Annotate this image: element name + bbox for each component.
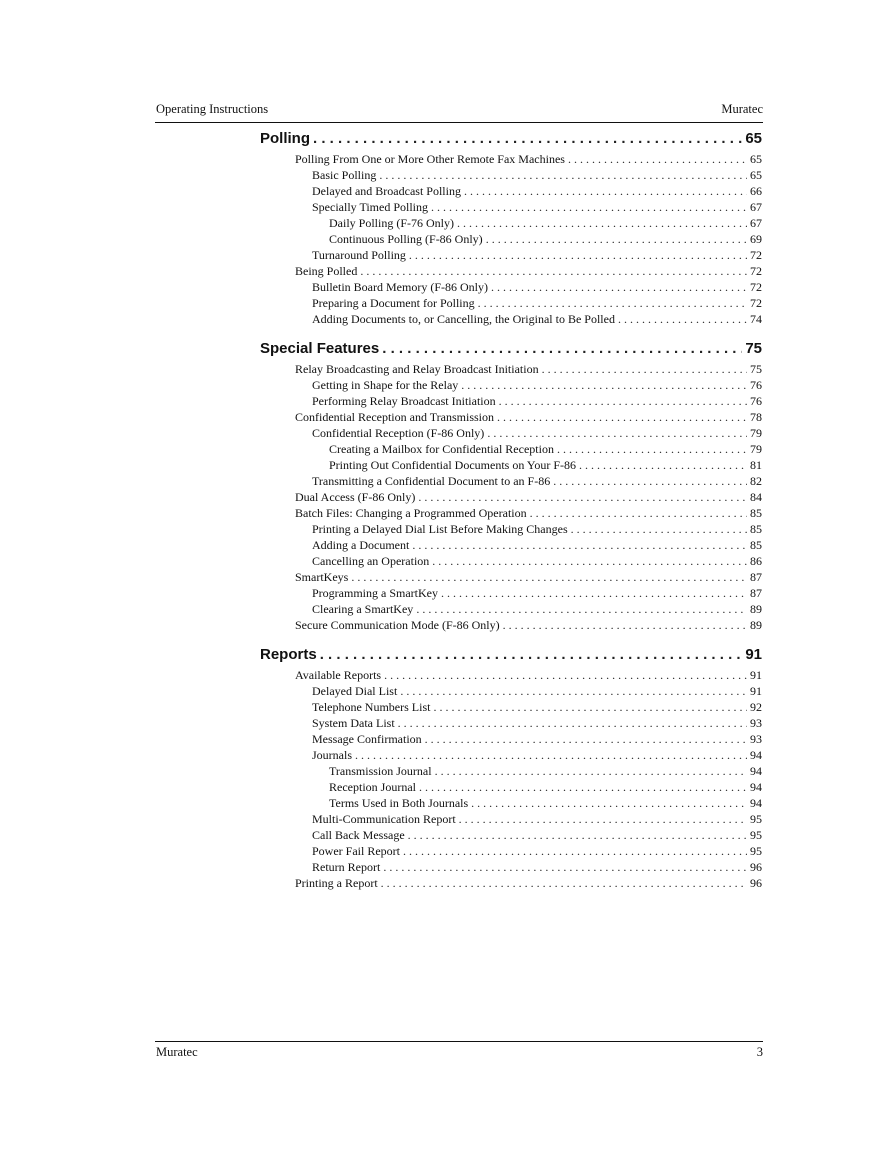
toc-page-number: 85 bbox=[750, 522, 762, 536]
toc-leader-dots bbox=[400, 684, 747, 699]
toc-leader-dots bbox=[425, 732, 747, 747]
toc-leader-dots bbox=[464, 184, 747, 199]
toc-page-number: 95 bbox=[750, 828, 762, 842]
toc-entry bbox=[312, 700, 762, 717]
toc-entry bbox=[312, 732, 762, 749]
toc-entry bbox=[312, 812, 762, 829]
toc-entry bbox=[329, 764, 762, 781]
toc-title: Secure Communication Mode (F-86 Only) bbox=[295, 618, 500, 632]
toc-entry bbox=[312, 296, 762, 313]
toc-leader-dots bbox=[459, 812, 747, 827]
toc-entry bbox=[312, 554, 762, 571]
toc-leader-dots bbox=[433, 700, 747, 715]
toc-page-number: 87 bbox=[750, 570, 762, 584]
toc-page-number: 91 bbox=[750, 668, 762, 682]
toc-page-number: 95 bbox=[750, 812, 762, 826]
toc-title: Special Features bbox=[260, 340, 380, 357]
toc-leader-dots bbox=[553, 474, 747, 489]
toc-leader-dots bbox=[542, 362, 747, 377]
toc-leader-dots bbox=[491, 280, 747, 295]
toc-title: Return Report bbox=[312, 860, 381, 874]
toc-page-number: 65 bbox=[745, 130, 762, 147]
toc-leader-dots bbox=[383, 860, 747, 875]
toc-leader-dots bbox=[412, 538, 747, 553]
toc-leader-dots bbox=[568, 152, 747, 167]
toc-page-number: 72 bbox=[750, 280, 762, 294]
toc-title: Being Polled bbox=[295, 264, 358, 278]
toc-title: Call Back Message bbox=[312, 828, 405, 842]
toc-page-number: 75 bbox=[750, 362, 762, 376]
toc-title: Batch Files: Changing a Programmed Operation bbox=[295, 506, 527, 520]
toc-entry bbox=[329, 780, 762, 797]
toc-title: Multi-Communication Report bbox=[312, 812, 456, 826]
toc-page-number: 92 bbox=[750, 700, 762, 714]
toc-entry bbox=[312, 378, 762, 395]
toc-leader-dots bbox=[360, 264, 747, 279]
toc-page-number: 89 bbox=[750, 618, 762, 632]
toc-page-number: 94 bbox=[750, 748, 762, 762]
toc-entry bbox=[329, 232, 762, 249]
toc-leader-dots bbox=[461, 378, 747, 393]
toc-title: Polling From One or More Other Remote Fax Machines bbox=[295, 152, 565, 166]
toc-entry bbox=[312, 474, 762, 491]
toc-page-number: 74 bbox=[750, 312, 762, 326]
toc-leader-dots bbox=[409, 248, 747, 263]
toc-leader-dots bbox=[486, 232, 747, 247]
toc-title: Transmission Journal bbox=[329, 764, 432, 778]
page-footer-left: Muratec bbox=[156, 1045, 198, 1059]
toc-title: Adding Documents to, or Cancelling, the Original to Be Polled bbox=[312, 312, 615, 326]
toc-entry bbox=[312, 248, 762, 265]
toc-page-number: 91 bbox=[750, 684, 762, 698]
toc-page-number: 78 bbox=[750, 410, 762, 424]
toc-entry bbox=[295, 506, 762, 523]
toc-leader-dots bbox=[408, 828, 747, 843]
toc-entry bbox=[312, 844, 762, 861]
toc-entry bbox=[312, 200, 762, 217]
toc-entry bbox=[329, 458, 762, 475]
toc-title: Terms Used in Both Journals bbox=[329, 796, 469, 810]
toc-title: Preparing a Document for Polling bbox=[312, 296, 475, 310]
toc-page-number: 75 bbox=[745, 340, 762, 357]
toc-entry bbox=[312, 312, 762, 329]
toc-leader-dots bbox=[579, 458, 747, 473]
toc-entry bbox=[312, 748, 762, 765]
toc-leader-dots bbox=[487, 426, 747, 441]
toc-title: Performing Relay Broadcast Initiation bbox=[312, 394, 496, 408]
toc-entry bbox=[295, 410, 762, 427]
toc-leader-dots bbox=[478, 296, 747, 311]
toc-leader-dots bbox=[355, 748, 747, 763]
toc-page-number: 89 bbox=[750, 602, 762, 616]
toc-entry bbox=[312, 522, 762, 539]
toc-title: System Data List bbox=[312, 716, 395, 730]
toc-page-number: 87 bbox=[750, 586, 762, 600]
toc-entry bbox=[295, 668, 762, 685]
toc-page-number: 93 bbox=[750, 716, 762, 730]
toc-leader-dots bbox=[471, 796, 747, 811]
toc-leader-dots bbox=[571, 522, 747, 537]
toc-title: Power Fail Report bbox=[312, 844, 400, 858]
toc-entry bbox=[312, 586, 762, 603]
toc-entry bbox=[312, 426, 762, 443]
toc-leader-dots bbox=[418, 490, 747, 505]
toc-entry bbox=[329, 796, 762, 813]
toc-title: Turnaround Polling bbox=[312, 248, 406, 262]
toc-section bbox=[260, 340, 762, 360]
toc-leader-dots bbox=[431, 200, 747, 215]
toc-page-number: 85 bbox=[750, 506, 762, 520]
toc-title: Cancelling an Operation bbox=[312, 554, 430, 568]
toc-title: Delayed and Broadcast Polling bbox=[312, 184, 461, 198]
toc-leader-dots bbox=[435, 764, 747, 779]
toc-title: Printing a Report bbox=[295, 876, 378, 890]
toc-title: Adding a Document bbox=[312, 538, 410, 552]
page-number: 3 bbox=[756, 1045, 763, 1059]
toc-leader-dots bbox=[384, 668, 747, 683]
toc-title: Printing a Delayed Dial List Before Making Changes bbox=[312, 522, 568, 536]
toc-page-number: 65 bbox=[750, 152, 762, 166]
toc-title: Message Confirmation bbox=[312, 732, 422, 746]
toc-title: Delayed Dial List bbox=[312, 684, 398, 698]
toc-entry bbox=[312, 538, 762, 555]
toc-leader-dots bbox=[381, 876, 747, 891]
toc-title: Confidential Reception (F-86 Only) bbox=[312, 426, 485, 440]
toc-page-number: 67 bbox=[750, 216, 762, 230]
footer-rule bbox=[155, 1041, 763, 1042]
toc-title: Reports bbox=[260, 646, 317, 663]
toc-entry bbox=[295, 152, 762, 169]
toc-title: Confidential Reception and Transmission bbox=[295, 410, 494, 424]
page-header-left: Operating Instructions bbox=[156, 102, 269, 116]
toc-leader-dots bbox=[416, 602, 747, 617]
toc-page-number: 66 bbox=[750, 184, 762, 198]
toc-leader-dots bbox=[398, 716, 747, 731]
toc-page-number: 96 bbox=[750, 860, 762, 874]
toc-page-number: 72 bbox=[750, 264, 762, 278]
toc-entry bbox=[295, 264, 762, 281]
toc-entry bbox=[312, 394, 762, 411]
toc-leader-dots bbox=[503, 618, 747, 633]
toc-title: Dual Access (F-86 Only) bbox=[295, 490, 416, 504]
toc-leader-dots bbox=[530, 506, 747, 521]
toc-page-number: 69 bbox=[750, 232, 762, 246]
toc-page-number: 72 bbox=[750, 296, 762, 310]
toc-page-number: 72 bbox=[750, 248, 762, 262]
toc-title: Polling bbox=[260, 130, 310, 147]
toc-leader-dots bbox=[419, 780, 747, 795]
toc-title: Continuous Polling (F-86 Only) bbox=[329, 232, 483, 246]
toc-leader-dots bbox=[432, 554, 747, 569]
toc-page-number: 94 bbox=[750, 764, 762, 778]
toc-entry bbox=[295, 618, 762, 635]
toc-section bbox=[260, 130, 762, 150]
toc-entry bbox=[312, 860, 762, 877]
page-header-right: Muratec bbox=[721, 102, 763, 116]
toc-title: Transmitting a Confidential Document to an F-86 bbox=[312, 474, 551, 488]
toc-leader-dots bbox=[403, 844, 747, 859]
toc-title: Relay Broadcasting and Relay Broadcast Initiation bbox=[295, 362, 539, 376]
toc-entry bbox=[329, 442, 762, 459]
toc-title: Printing Out Confidential Documents on Your F-86 bbox=[329, 458, 577, 472]
toc-entry bbox=[312, 684, 762, 701]
toc-leader-dots bbox=[379, 168, 747, 183]
toc-page-number: 81 bbox=[750, 458, 762, 472]
toc-entry bbox=[295, 490, 762, 507]
toc-entry bbox=[329, 216, 762, 233]
toc-leader-dots bbox=[497, 410, 747, 425]
toc-leader-dots bbox=[313, 130, 742, 147]
toc-title: Reception Journal bbox=[329, 780, 416, 794]
toc-page-number: 85 bbox=[750, 538, 762, 552]
toc-title: Programming a SmartKey bbox=[312, 586, 438, 600]
toc-title: Clearing a SmartKey bbox=[312, 602, 414, 616]
toc-leader-dots bbox=[457, 216, 747, 231]
toc-page-number: 79 bbox=[750, 426, 762, 440]
toc-section bbox=[260, 646, 762, 666]
toc-page-number: 93 bbox=[750, 732, 762, 746]
toc-entry bbox=[312, 168, 762, 185]
toc-leader-dots bbox=[499, 394, 747, 409]
toc-entry bbox=[295, 362, 762, 379]
toc-page-number: 76 bbox=[750, 378, 762, 392]
toc-entry bbox=[295, 876, 762, 893]
toc-page-number: 79 bbox=[750, 442, 762, 456]
toc-title: Bulletin Board Memory (F-86 Only) bbox=[312, 280, 488, 294]
toc-title: Specially Timed Polling bbox=[312, 200, 429, 214]
toc-leader-dots bbox=[382, 340, 742, 357]
toc-title: Getting in Shape for the Relay bbox=[312, 378, 459, 392]
toc-page-number: 86 bbox=[750, 554, 762, 568]
toc-entry bbox=[312, 280, 762, 297]
toc-entry bbox=[295, 570, 762, 587]
toc-leader-dots bbox=[557, 442, 747, 457]
toc-entry bbox=[312, 602, 762, 619]
toc-page-number: 67 bbox=[750, 200, 762, 214]
toc-title: Journals bbox=[312, 748, 352, 762]
toc-page-number: 76 bbox=[750, 394, 762, 408]
toc-entry bbox=[312, 828, 762, 845]
toc-title: Available Reports bbox=[295, 668, 382, 682]
toc-page-number: 84 bbox=[750, 490, 762, 504]
toc-title: Telephone Numbers List bbox=[312, 700, 431, 714]
toc-leader-dots bbox=[320, 646, 743, 663]
toc-page-number: 94 bbox=[750, 796, 762, 810]
toc-entry bbox=[312, 716, 762, 733]
toc-entry bbox=[312, 184, 762, 201]
toc-title: Creating a Mailbox for Confidential Reception bbox=[329, 442, 554, 456]
toc-page-number: 95 bbox=[750, 844, 762, 858]
toc-title: SmartKeys bbox=[295, 570, 349, 584]
toc-page-number: 65 bbox=[750, 168, 762, 182]
toc-page-number: 82 bbox=[750, 474, 762, 488]
toc-page-number: 91 bbox=[745, 646, 762, 663]
toc-leader-dots bbox=[441, 586, 747, 601]
toc-leader-dots bbox=[351, 570, 747, 585]
toc-leader-dots bbox=[618, 312, 747, 327]
toc-page-number: 96 bbox=[750, 876, 762, 890]
toc-title: Daily Polling (F-76 Only) bbox=[329, 216, 454, 230]
toc-page-number: 94 bbox=[750, 780, 762, 794]
toc-title: Basic Polling bbox=[312, 168, 377, 182]
